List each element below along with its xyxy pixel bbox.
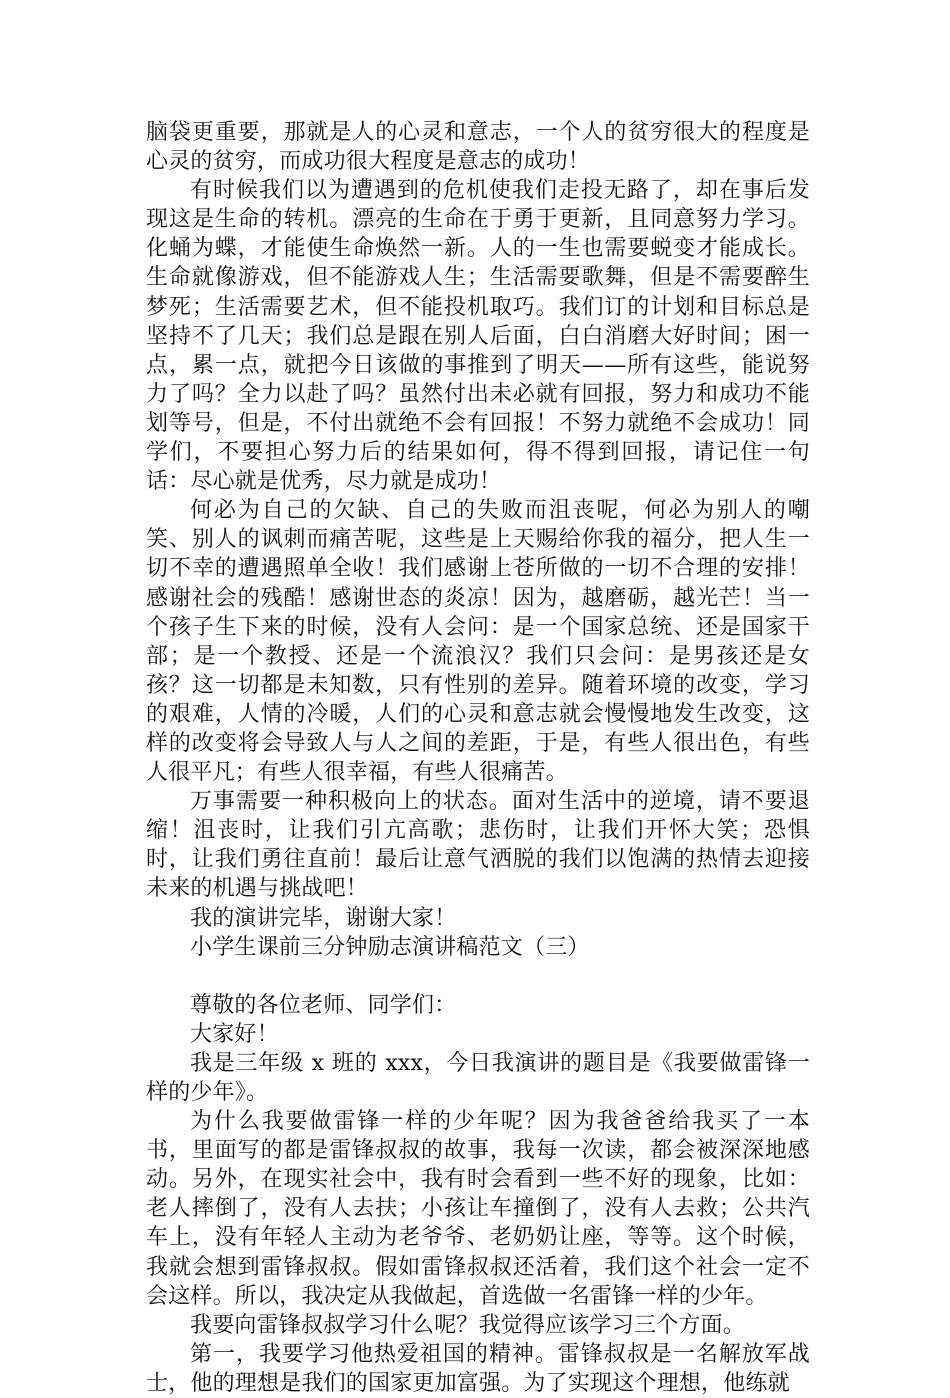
paragraph-learning-question: 我要向雷锋叔叔学习什么呢？我觉得应该学习三个方面。 — [190, 1312, 746, 1338]
document-page — [146, 118, 810, 1398]
paragraph-gratitude: 何必为自己的欠缺、自己的失败而沮丧呢，何必为别人的嘲笑、别人的讽刺而痛苦呢，这些是上天赐给你我的福分，把人生一切不幸的遭遇照单全收！我们感谢上苍所做的一切不合理的安排！感谢社会的残酷！感谢世态的炎凉！因为，越磨砺，越光芒！当一个孩子生下来的时候，没有人会问：是一个国家总统、还是国家干部；是一个教授、还是一个流浪汉？我们只会问：是男孩还是女孩？这一切都是未知数，只有性别的差异。随着环境的改变，学习的艰难，人情的冷暖，人们的心灵和意志就会慢慢地发生改变，这样的改变将会导致人与人之间的差距，于是，有些人很出色，有些人很平凡；有些人很幸福，有些人很痛苦。 — [146, 498, 810, 786]
paragraph-continuation: 脑袋更重要，那就是人的心灵和意志，一个人的贫穷很大的程度是心灵的贫穷，而成功很大程度是意志的成功！ — [146, 120, 810, 175]
paragraph-crisis: 有时候我们以为遭遇到的危机使我们走投无路了，却在事后发现这是生命的转机。漂亮的生命在于勇于更新，且同意努力学习。化蛹为蝶，才能使生命焕然一新。人的一生也需要蜕变才能成长。生命就像游戏，但不能游戏人生；生活需要歌舞，但是不需要醉生梦死；生活需要艺术，但不能投机取巧。我们订的计划和目标总是坚持不了几天；我们总是跟在别人后面，白白消磨大好时间；困一点，累一点，就把今日该做的事推到了明天——所有这些，能说努力了吗？全力以赴了吗？虽然付出未必就有回报，努力和成功不能划等号，但是，不付出就绝不会有回报！不努力就绝不会成功！同学们，不要担心努力后的结果如何，得不得到回报，请记住一句话：尽心就是优秀，尽力就是成功！ — [146, 178, 810, 495]
section-title: 小学生课前三分钟励志演讲稿范文（三） — [190, 934, 590, 960]
blank-line — [146, 962, 810, 991]
paragraph-introduction: 我是三年级 x 班的 xxx，今日我演讲的题目是《我要做雷锋一样的少年》。 — [146, 1050, 810, 1105]
paragraph-positive-attitude: 万事需要一种积极向上的状态。面对生活中的逆境，请不要退缩！沮丧时，让我们引亢高歌；悲伤时，让我们开怀大笑；恐惧时，让我们勇往直前！最后让意气洒脱的我们以饱满的热情去迎接未来的机遇与挑战吧！ — [146, 789, 810, 902]
paragraph-closing: 我的演讲完毕，谢谢大家！ — [190, 905, 457, 931]
paragraph-first-point: 第一，我要学习他热爱祖国的精神。雷锋叔叔是一名解放军战士，他的理想是我们的国家更加富强。为了实现这个理想，他练就 — [146, 1341, 810, 1396]
salutation: 尊敬的各位老师、同学们： — [190, 992, 457, 1018]
greeting: 大家好！ — [190, 1021, 279, 1047]
paragraph-reason: 为什么我要做雷锋一样的少年呢？因为我爸爸给我买了一本书，里面写的都是雷锋叔叔的故事，我每一次读，都会被深深地感动。另外，在现实社会中，我有时会看到一些不好的现象，比如：老人摔倒了，没有人去扶；小孩让车撞倒了，没有人去救；公共汽车上，没有年轻人主动为老爷爷、老奶奶让座，等等。这个时候，我就会想到雷锋叔叔。假如雷锋叔叔还活着，我们这个社会一定不会这样。所以，我决定从我做起，首选做一名雷锋一样的少年。 — [146, 1109, 810, 1309]
